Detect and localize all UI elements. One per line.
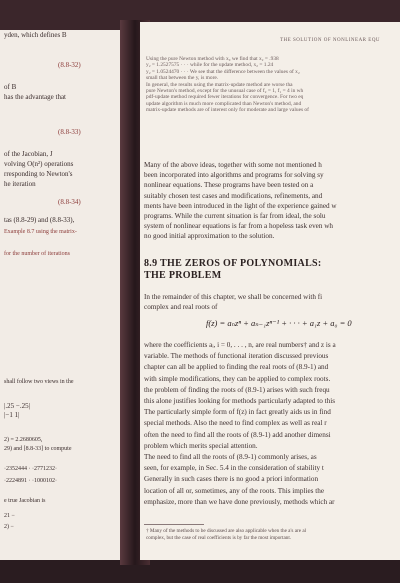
left-page-text-line: (8.8-32) [58, 61, 81, 69]
body-text-line: programs. While the current situation is far from ideal, the solu [144, 212, 326, 220]
fine-print-line: pure Newton's method, except for the unusual case of f₂ = 1, f₁ = 4 in wh [146, 88, 304, 94]
left-page-text-line: has the advantage that [4, 93, 67, 101]
left-page-text-line: for the number of iterations [4, 251, 70, 257]
body-text-line: In the remainder of this chapter, we shall be concerned with fi [144, 293, 323, 301]
fine-print-line: matrix-update methods are of interest only for moderate and large values of [146, 107, 309, 114]
body-text-line: the problem of finding the roots of (8.9-1) arises with such frequ [144, 385, 330, 394]
body-text-line: Many of the above ideas, together with some not mentioned h [144, 161, 322, 169]
left-page-text-line: of the Jacobian, J [4, 150, 53, 158]
left-page-text-line: yden, which defines B [4, 31, 67, 39]
fine-print-line: y₂ = 1.2527575 · · · while for the update method, x₂ = 1.24 [146, 62, 274, 69]
left-page-text-line: ·2352444 · ·2771232· [4, 466, 57, 472]
left-page-text-line: 2) − [4, 524, 14, 530]
footnote-line: complex, but the case of real coefficients is by far the most important. [146, 534, 292, 541]
left-page-text-line: tas (8.8-29) and (8.8-33), [4, 216, 75, 224]
footnote-line: † Many of the methods to be discussed are also applicable when the a's are al [146, 528, 307, 534]
left-page-text-line: (8.8-34) [58, 198, 81, 206]
body-text-line: suitably chosen test cases and modifications, refinements, and [144, 191, 323, 200]
body-text-line: Generally in such cases there is no good a priori information [144, 475, 319, 484]
section-heading-line2: THE PROBLEM [144, 270, 222, 281]
left-book-page [0, 30, 125, 560]
body-text-line: ments have been introduced in the light of the experience gained w [144, 201, 337, 210]
body-text-line: The need to find all the roots of (8.9-1) commonly arises, as [144, 453, 317, 461]
left-page-text-line: |−1 1| [4, 411, 20, 419]
left-page-text-line: volving O(n²) operations [4, 160, 74, 168]
fine-print-line: update algorithm is much more complicated than Newton's method, and [146, 100, 302, 107]
body-text-line: special methods. Also the need to find complex as well as real r [144, 419, 327, 428]
left-page-text-line: (8.8-33) [58, 128, 81, 136]
polynomial-equation: f(z) = aₙzⁿ + aₙ₋₁zⁿ⁻¹ + · · · + a₁z + a₀ = 0 [206, 318, 352, 328]
left-page-text-line: ·2224891 · ·1000102· [4, 478, 57, 484]
body-text-line: emphasize, more than we have done previously, methods which ar [144, 497, 335, 506]
body-text-line: problem which merits special attention. [144, 441, 258, 450]
body-text-line: The particularly simple form of f(z) in fact greatly aids us in find [144, 408, 331, 417]
section-heading-line1: 8.9 THE ZEROS OF POLYNOMIALS: [144, 258, 322, 269]
body-text-line: seen, for example, in Sec. 5.4 in the consideration of stability t [144, 464, 324, 473]
fine-print-line: pdf-update method required fewer iterations for convergence. For two eq [146, 94, 304, 101]
body-text-line: where the coefficients aᵢ, i = 0, . . . , n, are real numbers† and z is a [144, 341, 336, 349]
body-text-line: been incorporated into algorithms and programs for solving sy [144, 171, 324, 180]
left-page-text-line: of B [4, 83, 17, 91]
right-book-page [140, 22, 400, 560]
body-text-line: nonlinear equations. These programs have been tested on a [144, 181, 314, 190]
left-page-text-line: he iteration [4, 180, 36, 188]
body-text-line: often the need to find all the roots of (8.9-1) add another dimensi [144, 430, 331, 439]
body-text-line: location of all or, sometimes, any of the roots. This implies the [144, 486, 325, 495]
left-page-text-line: e true Jacobian is [4, 498, 46, 504]
left-page-text-line: 2) = 2.2680605, [4, 437, 43, 443]
fine-print-line: Using the pure Newton method with x₀ we find that x₂ = .938 [146, 56, 279, 62]
footnote-rule [144, 524, 204, 525]
left-page-text-line: rresponding to Newton's [4, 170, 73, 178]
body-text-line: variable. The methods of functional iteration discussed previous [144, 352, 329, 361]
body-text-line: chapter can all be applied to finding the real roots of (8.9-1) and [144, 363, 329, 372]
body-text-line: system of nonlinear equations is far from a hopeless task even wh [144, 222, 334, 231]
fine-print-line: y₂ = 1.0524470 · · · We see that the difference between the values of x₂ [146, 68, 300, 75]
left-page-text-line: |.25 −.25| [4, 402, 31, 410]
body-text-line: no good initial approximation to the solution. [144, 232, 275, 241]
left-page-text-line: shall follow two views in the [4, 379, 74, 385]
running-head: THE SOLUTION OF NONLINEAR EQU [280, 38, 381, 43]
body-text-line: with simple modifications, they can be applied to complex roots. [144, 374, 331, 383]
fine-print-line: small that between the y, is more. [146, 75, 219, 82]
left-page-text-line: 21 − [4, 513, 15, 519]
fine-print-line: In general, the results using the matrix-update method are worse tha [146, 81, 293, 88]
body-text-line: this alone justifies looking for methods particularly adapted to this [144, 397, 336, 405]
left-page-text-line: 29) and [8.8-33] to compute [4, 446, 72, 452]
left-page-text-line: Example 8.7 using the matrix- [4, 229, 77, 235]
body-text-line: complex and real roots of [144, 303, 218, 311]
